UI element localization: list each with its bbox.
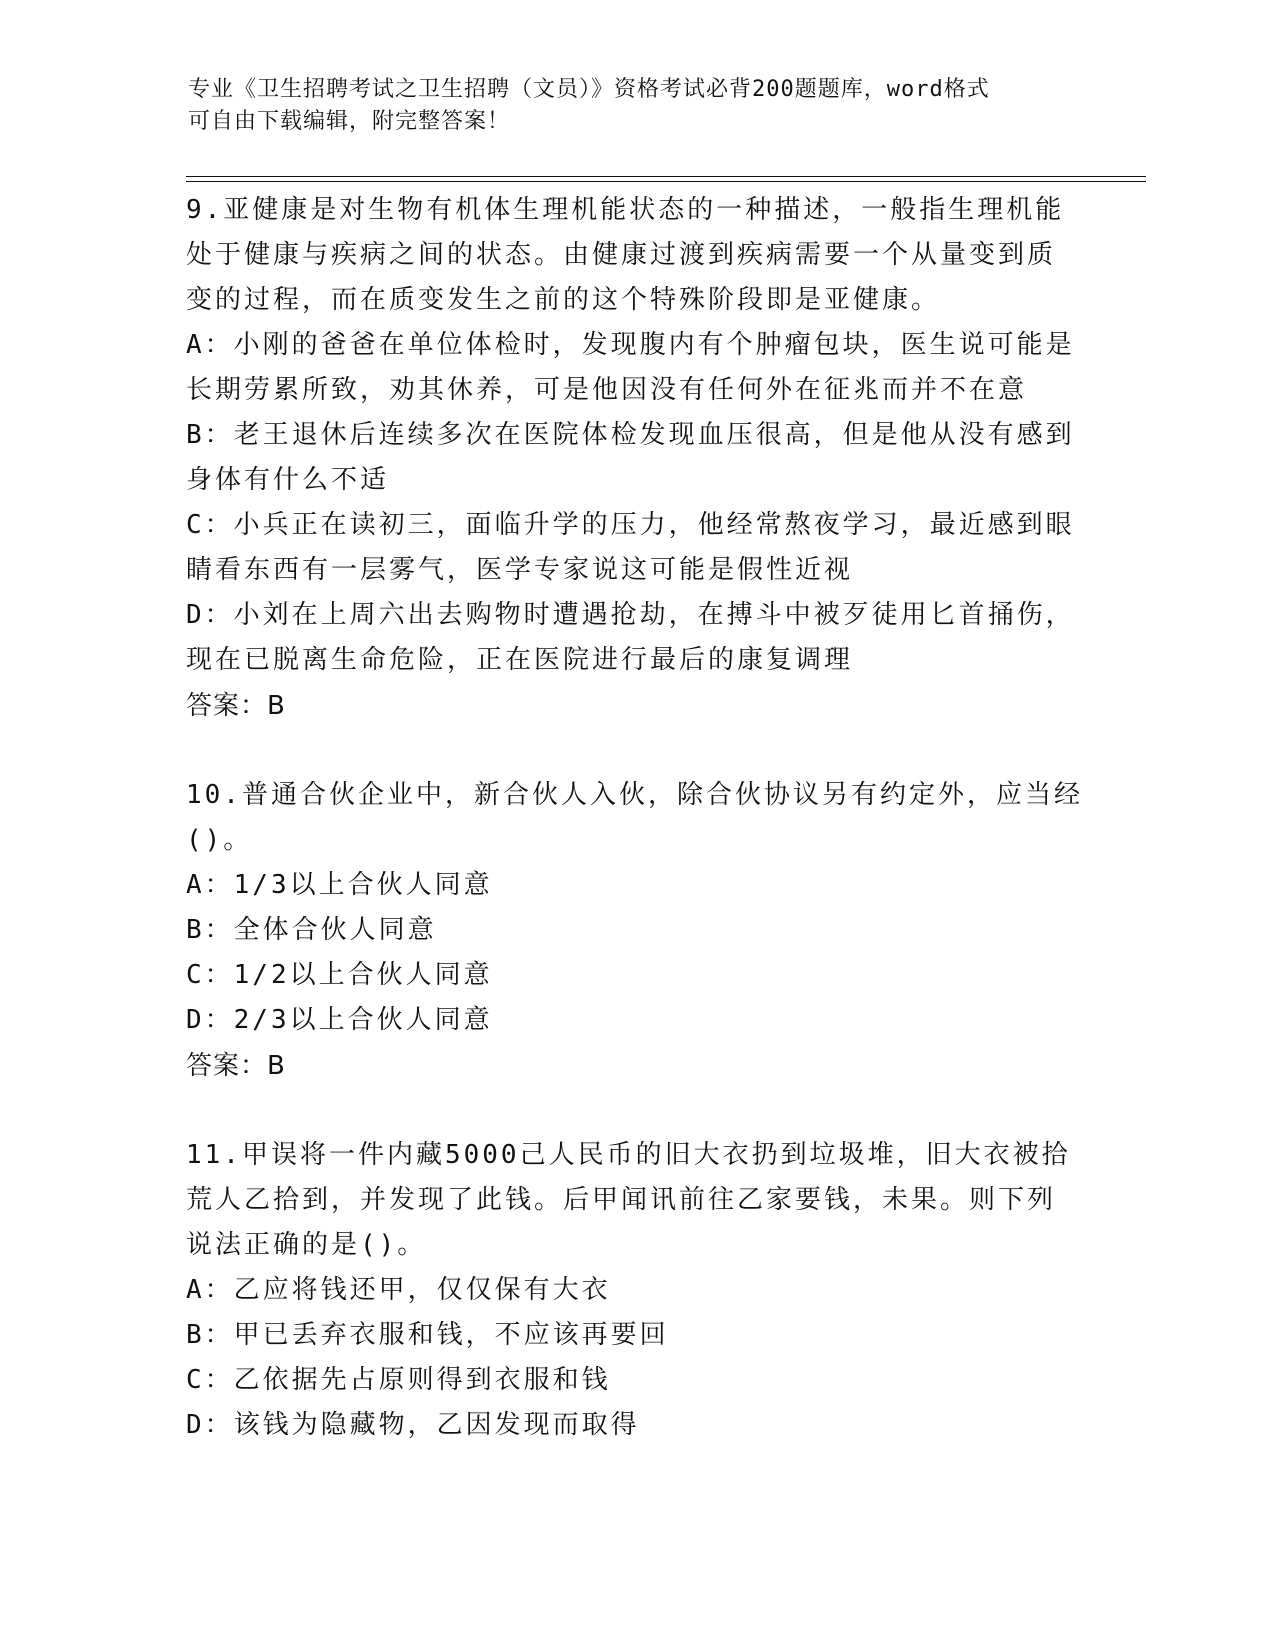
option-line: A：1/3以上合伙人同意 — [186, 870, 493, 900]
question-11 — [186, 1133, 1086, 1448]
question-stem-line: 10.普通合伙企业中，新合伙人入伙，除合伙协议另有约定外，应当经 — [186, 780, 1083, 810]
option-line: C：1/2以上合伙人同意 — [186, 960, 493, 990]
question-stem-line: 处于健康与疾病之间的状态。由健康过渡到疾病需要一个从量变到质 — [186, 240, 1057, 270]
question-stem-line: 说法正确的是()。 — [186, 1230, 427, 1260]
header-divider-top — [186, 176, 1146, 177]
option-line: 身体有什么不适 — [186, 465, 390, 495]
option-line: B：甲已丢弃衣服和钱，不应该再要回 — [186, 1320, 669, 1350]
question-stem-line: 9.亚健康是对生物有机体生理机能状态的一种描述，一般指生理机能 — [186, 195, 1065, 225]
option-line: C：乙依据先占原则得到衣服和钱 — [186, 1365, 611, 1395]
header-divider-bottom — [186, 181, 1146, 182]
option-line: A：乙应将钱还甲，仅仅保有大衣 — [186, 1275, 611, 1305]
question-stem-line: ()。 — [186, 825, 253, 855]
question-stem-line: 11.甲误将一件内藏5000己人民币的旧大衣扔到垃圾堆，旧大衣被拾 — [186, 1140, 1071, 1170]
option-line: B：全体合伙人同意 — [186, 915, 437, 945]
option-line: D：该钱为隐藏物，乙因发现而取得 — [186, 1410, 640, 1440]
question-10 — [186, 773, 1086, 1089]
option-line: C：小兵正在读初三，面临升学的压力，他经常熬夜学习，最近感到眼 — [186, 510, 1075, 540]
question-stem-line: 荒人乙拾到，并发现了此钱。后甲闻讯前往乙家要钱，未果。则下列 — [186, 1185, 1057, 1215]
question-list — [186, 188, 1086, 1448]
option-line: A：小刚的爸爸在单位体检时，发现腹内有个肿瘤包块，医生说可能是 — [186, 330, 1075, 360]
answer-label: 答案：B — [186, 691, 286, 721]
option-line: B：老王退休后连续多次在医院体检发现血压很高，但是他从没有感到 — [186, 420, 1075, 450]
question-spacer — [186, 1089, 1086, 1133]
option-line: 长期劳累所致，劝其休养，可是他因没有任何外在征兆而并不在意 — [186, 375, 1028, 405]
answer-label: 答案：B — [186, 1051, 286, 1081]
option-line: D：小刘在上周六出去购物时遭遇抢劫，在搏斗中被歹徒用匕首捅伤， — [186, 600, 1075, 630]
question-stem-line: 变的过程，而在质变发生之前的这个特殊阶段即是亚健康。 — [186, 285, 941, 315]
option-line: 现在已脱离生命危险，正在医院进行最后的康复调理 — [186, 645, 854, 675]
question-spacer — [186, 729, 1086, 773]
option-line: D：2/3以上合伙人同意 — [186, 1005, 493, 1035]
question-9 — [186, 188, 1086, 729]
header-line-2: 可自由下载编辑，附完整答案！ — [188, 109, 511, 134]
option-line: 睛看东西有一层雾气，医学专家说这可能是假性近视 — [186, 555, 854, 585]
header-line-1: 专业《卫生招聘考试之卫生招聘（文员）》资格考试必背200题题库，word格式 — [188, 77, 990, 102]
document-header — [188, 74, 1068, 138]
